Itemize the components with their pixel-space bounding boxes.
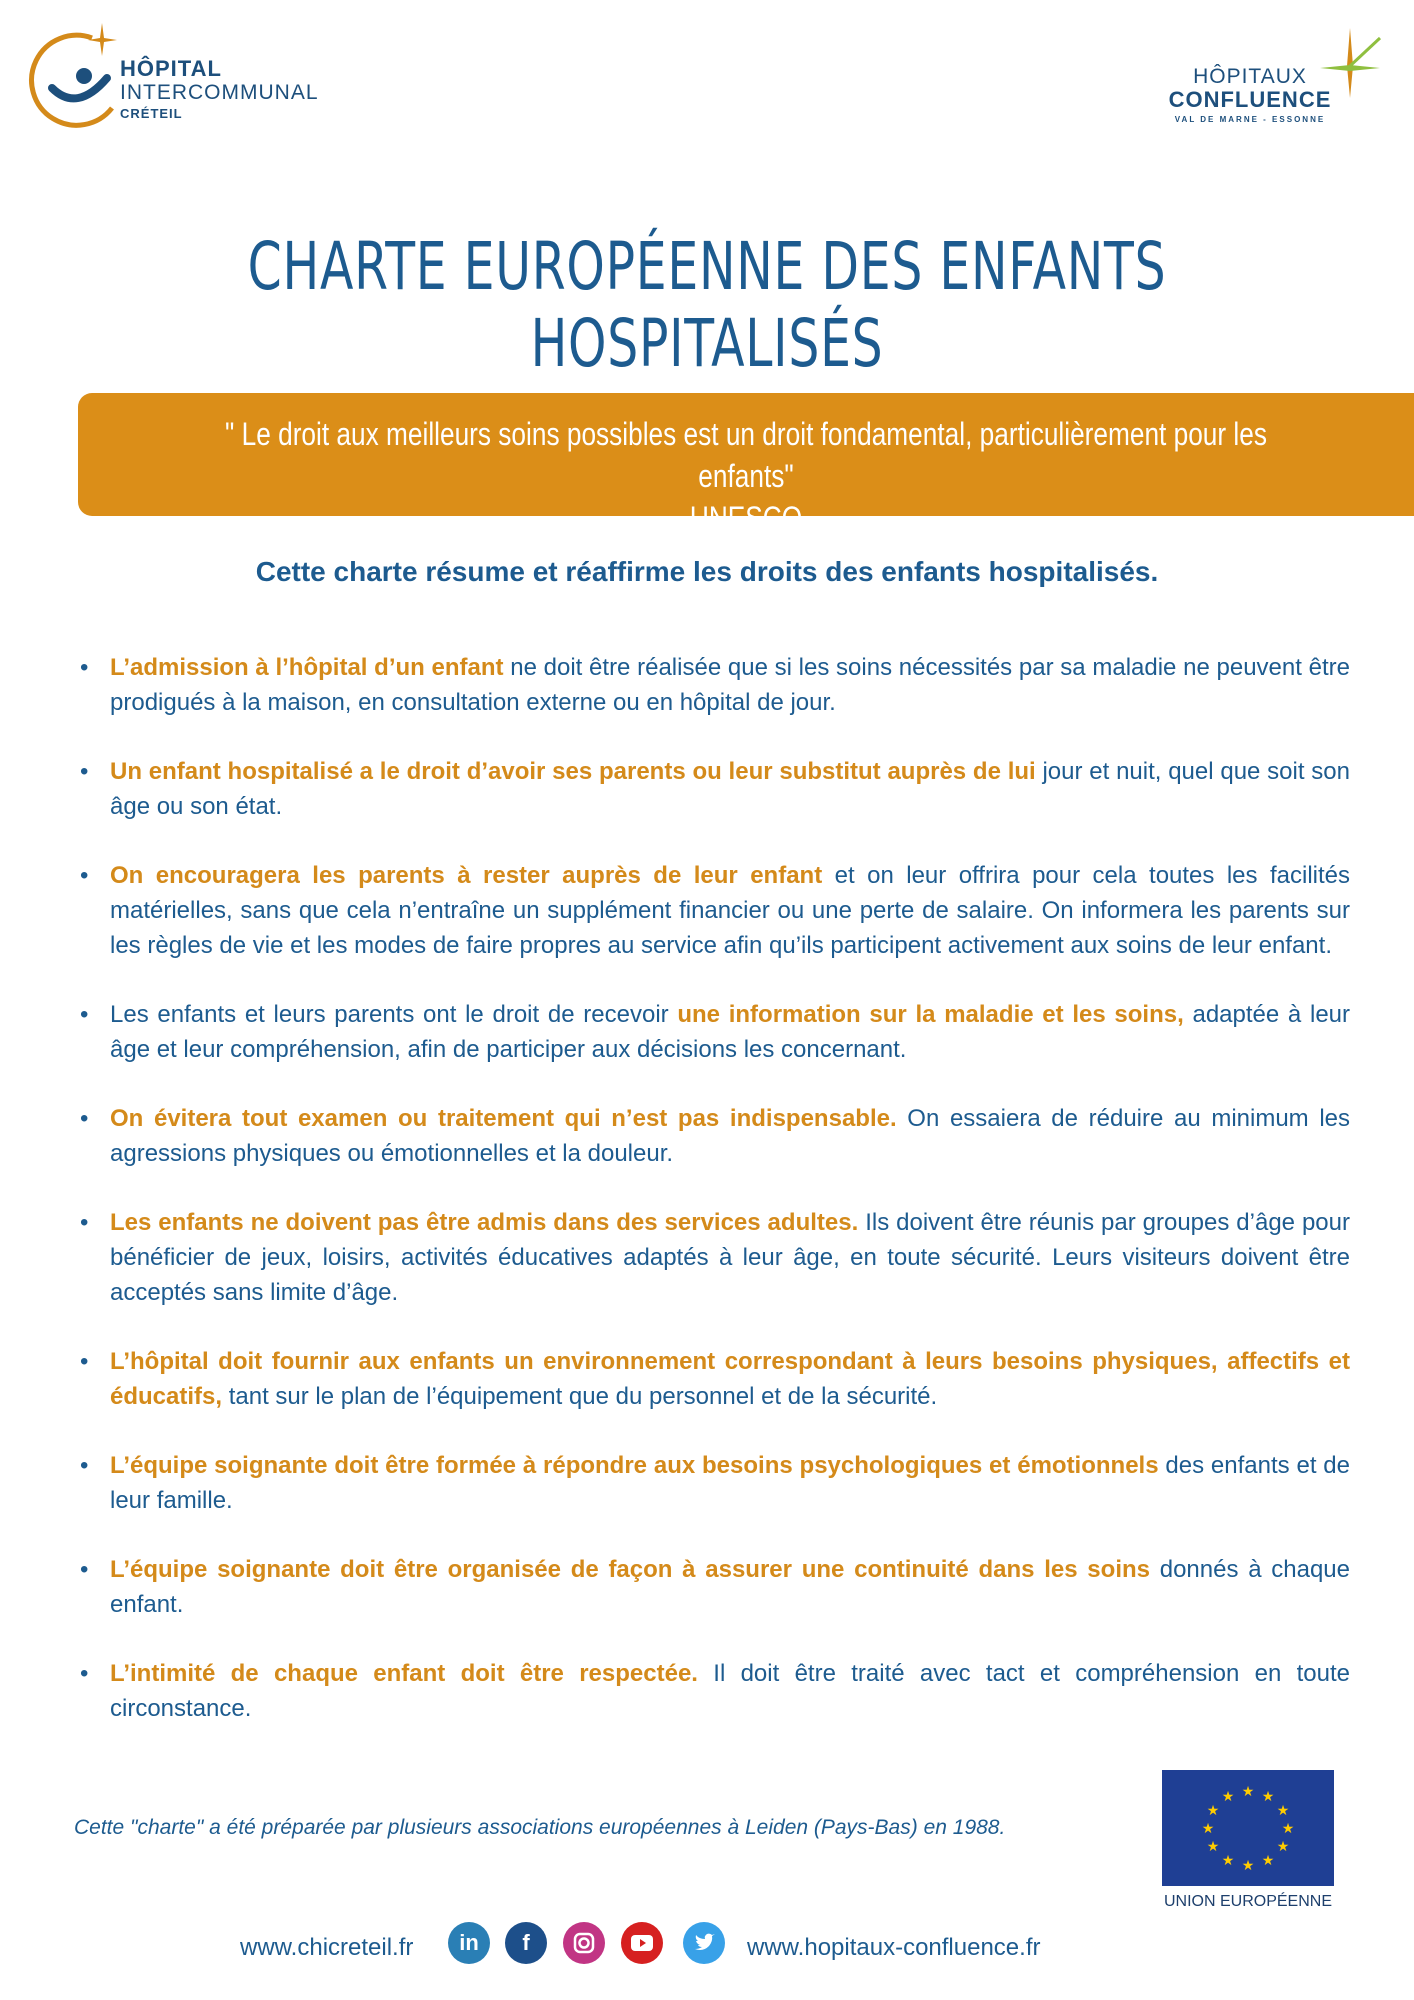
right-item-5 bbox=[80, 1101, 1350, 1171]
svg-text:★: ★ bbox=[1241, 1784, 1255, 1800]
svg-text:★: ★ bbox=[1221, 1853, 1235, 1869]
right-highlight: On évitera tout examen ou traitement qui n’est pas indispensable. bbox=[110, 1105, 897, 1132]
svg-text:★: ★ bbox=[1281, 1821, 1295, 1837]
right-highlight: L’intimité de chaque enfant doit être respectée. bbox=[110, 1660, 698, 1687]
logo-left-line3: CRÉTEIL bbox=[120, 106, 183, 121]
right-post: des enfants et de leur famille. bbox=[110, 1452, 1350, 1514]
right-post: donnés à chaque enfant. bbox=[110, 1556, 1351, 1618]
bullet-icon: • bbox=[80, 1209, 89, 1236]
eu-stars bbox=[1162, 1770, 1334, 1886]
right-pre: Les enfants et leurs parents ont le droit de recevoir bbox=[110, 1001, 678, 1028]
logo-right-line1: HÔPITAUX bbox=[1193, 65, 1307, 88]
bullet-icon: • bbox=[80, 1105, 89, 1132]
website-link-chicreteil[interactable]: www.chicreteil.fr bbox=[240, 1934, 414, 1961]
right-item-6 bbox=[80, 1205, 1350, 1310]
right-post: Il doit être traité avec tact et compréhension en toute circonstance. bbox=[110, 1660, 1350, 1722]
logo-right-line3: VAL DE MARNE - ESSONNE bbox=[1174, 115, 1326, 124]
website-link-confluence[interactable]: www.hopitaux-confluence.fr bbox=[747, 1934, 1041, 1961]
intro-heading: Cette charte résume et réaffirme les droits des enfants hospitalisés. bbox=[255, 556, 1159, 587]
right-highlight: On encouragera les parents à rester auprès de leur enfant bbox=[110, 862, 823, 889]
footnote: Cette "charte" a été préparée par plusieurs associations européennes à Leiden (Pays-Bas) en 1988. bbox=[74, 1816, 1006, 1839]
svg-text:★: ★ bbox=[1221, 1789, 1235, 1805]
right-item-7 bbox=[80, 1344, 1350, 1414]
hopital-intercommunal-creteil-logo bbox=[22, 18, 342, 128]
svg-text:★: ★ bbox=[1261, 1853, 1275, 1869]
right-post: ne doit être réalisée que si les soins nécessités par sa maladie ne peuvent être prodigués à la maison, en consultation externe ou en hôpital de jour. bbox=[110, 654, 1350, 716]
instagram-icon[interactable] bbox=[563, 1922, 605, 1964]
right-highlight: Un enfant hospitalisé a le droit d’avoir ses parents ou leur substitut auprès de lui bbox=[110, 758, 1036, 785]
bullet-icon: • bbox=[80, 1001, 89, 1028]
svg-text:★: ★ bbox=[1201, 1821, 1215, 1837]
svg-text:★: ★ bbox=[1206, 1803, 1220, 1819]
facebook-icon[interactable]: f bbox=[505, 1922, 547, 1964]
right-highlight: L’admission à l’hôpital d’un enfant bbox=[110, 654, 504, 681]
right-item-3 bbox=[80, 858, 1350, 963]
quote-banner bbox=[78, 393, 1414, 536]
creteil-logo-mark bbox=[22, 18, 122, 128]
right-item-10 bbox=[80, 1656, 1350, 1726]
right-item-1 bbox=[80, 650, 1350, 720]
bullet-icon: • bbox=[80, 1556, 89, 1583]
bullet-icon: • bbox=[80, 758, 89, 785]
right-post: adaptée à leur âge et leur compréhension, afin de participer aux décisions les concernant. bbox=[110, 1001, 1351, 1063]
bullet-icon: • bbox=[80, 1348, 89, 1375]
right-item-9 bbox=[80, 1552, 1350, 1622]
right-highlight: L’équipe soignante doit être organisée de façon à assurer une continuité dans les soins bbox=[110, 1556, 1150, 1583]
bullet-icon: • bbox=[80, 862, 89, 889]
footer bbox=[0, 1922, 1414, 1982]
logo-right-line2: CONFLUENCE bbox=[1168, 87, 1332, 112]
right-post: Ils doivent être réunis par groupes d’âge pour bénéficier de jeux, loisirs, activités éducatives adaptés à leur âge, en toute sécurité. Leurs visiteurs doivent être acceptés sans limite d’âge. bbox=[110, 1209, 1350, 1306]
right-post: tant sur le plan de l’équipement que du personnel et de la sécurité. bbox=[222, 1383, 938, 1410]
right-post: On essaiera de réduire au minimum les agressions physiques ou émotionnelles et la douleur. bbox=[110, 1105, 1350, 1167]
quote-block bbox=[198, 413, 1294, 539]
right-highlight: L’hôpital doit fournir aux enfants un environnement correspondant à leurs besoins physiques, affectifs et éducatifs, bbox=[110, 1348, 1350, 1410]
quote-text: " Le droit aux meilleurs soins possibles est un droit fondamental, particulièrement pour les enfants" bbox=[225, 416, 1267, 494]
twitter-icon[interactable] bbox=[683, 1922, 725, 1964]
svg-text:★: ★ bbox=[1276, 1839, 1290, 1855]
rights-list bbox=[80, 650, 1350, 1760]
logo-left-line2: INTERCOMMUNAL bbox=[120, 81, 319, 104]
right-post: et on leur offrira pour cela toutes les facilités matérielles, sans que cela n’entraîne un supplément financier ou une perte de salaire. On informera les parents sur les règles de vie et les modes de faire propres au service afin qu’ils participent activement aux soins de leur enfant. bbox=[110, 862, 1350, 959]
right-highlight: une information sur la maladie et les soins, bbox=[677, 1001, 1184, 1028]
bullet-icon: • bbox=[80, 1452, 89, 1479]
eu-label: UNION EUROPÉENNE bbox=[1163, 1893, 1333, 1910]
page-title: CHARTE EUROPÉENNE DES ENFANTS HOSPITALISÉS bbox=[247, 228, 1167, 382]
right-highlight: L’équipe soignante doit être formée à répondre aux besoins psychologiques et émotionnels bbox=[110, 1452, 1159, 1479]
svg-text:★: ★ bbox=[1206, 1839, 1220, 1855]
right-item-2 bbox=[80, 754, 1350, 824]
quote-author: UNESCO bbox=[689, 500, 803, 536]
right-item-8 bbox=[80, 1448, 1350, 1518]
bullet-icon: • bbox=[80, 1660, 89, 1687]
svg-text:★: ★ bbox=[1261, 1789, 1275, 1805]
eu-flag-icon bbox=[1162, 1770, 1334, 1886]
right-post: jour et nuit, quel que soit son âge ou son état. bbox=[110, 758, 1350, 820]
linkedin-icon[interactable]: in bbox=[448, 1922, 490, 1964]
right-item-4 bbox=[80, 997, 1350, 1067]
svg-text:★: ★ bbox=[1241, 1858, 1255, 1874]
logo-left-line1: HÔPITAL bbox=[120, 56, 222, 81]
svg-text:★: ★ bbox=[1276, 1803, 1290, 1819]
right-highlight: Les enfants ne doivent pas être admis dans des services adultes. bbox=[110, 1209, 859, 1236]
bullet-icon: • bbox=[80, 654, 89, 681]
hopitaux-confluence-logo bbox=[1160, 18, 1390, 128]
youtube-icon[interactable] bbox=[621, 1922, 663, 1964]
